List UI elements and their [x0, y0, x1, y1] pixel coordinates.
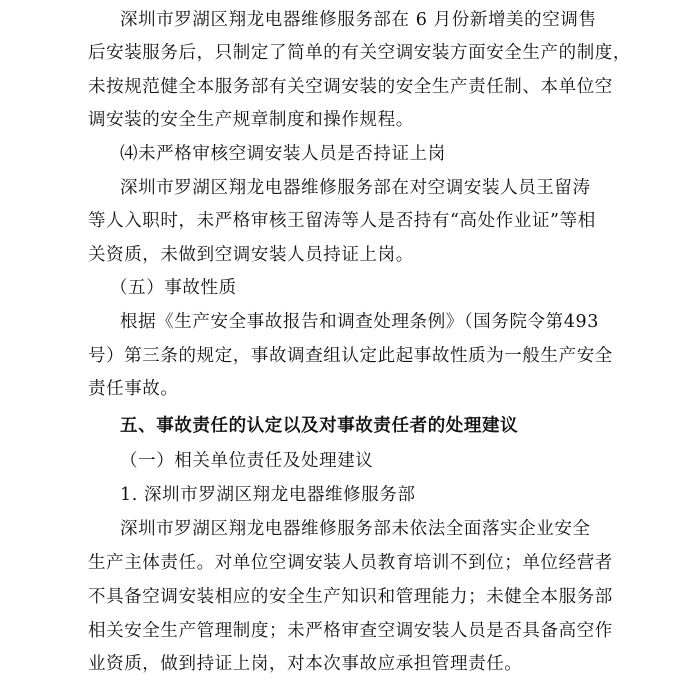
- paragraph-line: 等人入职时，未严格审核王留涛等人是否持有“高处作业证”等相: [88, 211, 596, 231]
- paragraph-line: 深圳市罗湖区翔龙电器维修服务部未依法全面落实企业安全: [120, 519, 591, 539]
- paragraph-line: 业资质，做到持证上岗，对本次事故应承担管理责任。: [88, 654, 523, 674]
- section-heading: 五、事故责任的认定以及对事故责任者的处理建议: [120, 416, 519, 436]
- paragraph-line: 关资质，未做到空调安装人员持证上岗。: [88, 245, 414, 265]
- paragraph-line: 后安装服务后，只制定了简单的有关空调安装方面安全生产的制度，: [88, 43, 631, 63]
- paragraph-line: 深圳市罗湖区翔龙电器维修服务部在对空调安装人员王留涛: [120, 178, 591, 198]
- paragraph-line: 相关安全生产管理制度；未严格审查空调安装人员是否具备高空作: [88, 621, 613, 641]
- section-subheading: （五）事故性质: [110, 278, 237, 298]
- section-item-heading: ⑷未严格审核空调安装人员是否持证上岗: [120, 144, 446, 164]
- paragraph-line: 号）第三条的规定，事故调查组认定此起事故性质为一般生产安全: [88, 346, 613, 366]
- paragraph-line: 深圳市罗湖区翔龙电器维修服务部在 6 月份新增美的空调售: [120, 10, 597, 30]
- paragraph-line: 不具备空调安装相应的安全生产知识和管理能力；未健全本服务部: [88, 587, 613, 607]
- paragraph-line: 责任事故。: [88, 379, 179, 399]
- paragraph-line: 生产主体责任。对单位空调安装人员教育培训不到位；单位经营者: [88, 553, 613, 573]
- paragraph-line: 根据《生产安全事故报告和调查处理条例》（国务院令第493: [120, 312, 599, 332]
- item-heading: 1. 深圳市罗湖区翔龙电器维修服务部: [120, 485, 416, 505]
- paragraph-line: 调安装的安全生产规章制度和操作规程。: [88, 110, 414, 130]
- section-subheading: （一）相关单位责任及处理建议: [120, 451, 374, 471]
- paragraph-line: 未按规范健全本服务部有关空调安装的安全生产责任制、本单位空: [88, 77, 613, 97]
